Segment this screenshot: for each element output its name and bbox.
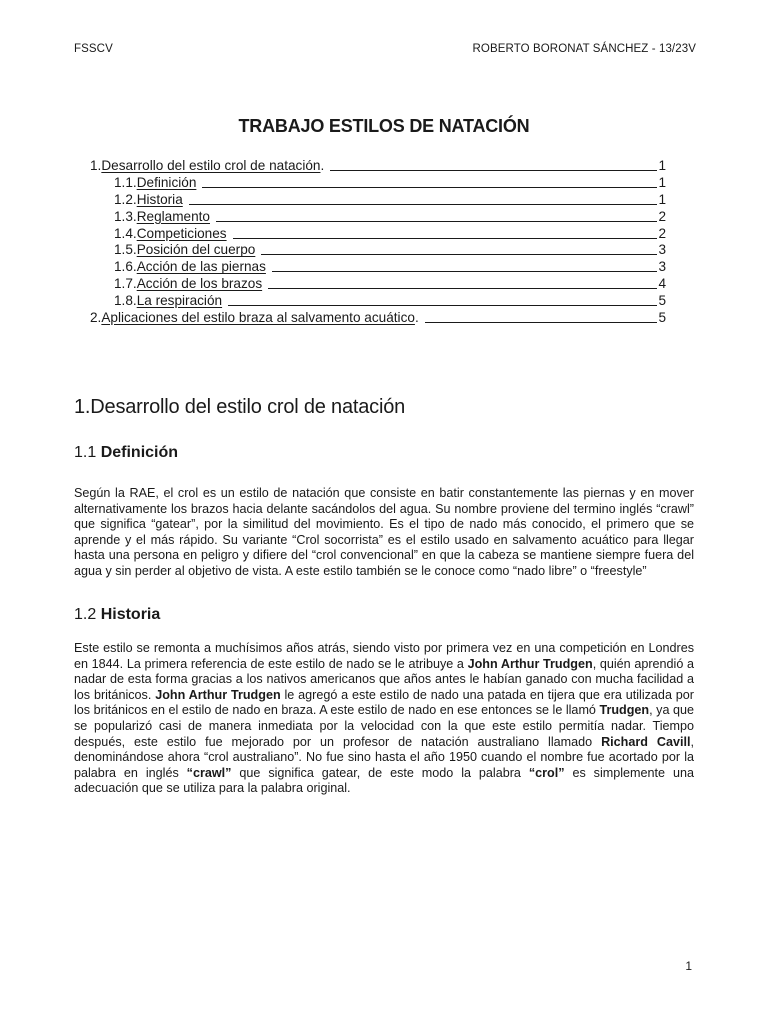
toc-entry-link[interactable]: Definición [136, 174, 197, 190]
subsection-title: Definición [100, 444, 179, 461]
bold-term: John Arthur Trudgen [467, 656, 593, 671]
toc-entry-link[interactable]: Acción de los brazos [136, 276, 263, 292]
paragraph-historia [74, 641, 694, 797]
toc-entry-page: 2 [658, 208, 666, 224]
toc-entry[interactable] [90, 209, 666, 226]
toc-entry-page: 1 [658, 191, 666, 207]
paragraph-definicion: Según la RAE, el crol es un estilo de natación que consiste en batir constantemente las piernas y en mover alternativamente los brazos hacia delante sacándolos del agua. Su nombre proviene del termino inglés “crawl” que significa “gatear”, por la similitud del movimiento. Es el tipo de nado más conocido, el primero que se aprende y el más rápido. Su variante “Crol socorrista” es el estilo usado en salvamento acuático para llegar hasta una persona en peligro y difiere del “crol convencional” en que la cabeza se mantiene siempre fuera del agua y sin perder al objetivo de vista. A este estilo también se le conoce como “nado libre” o “freestyle” [74, 486, 694, 578]
toc-entry-link[interactable]: La respiración [136, 293, 223, 309]
toc-entry-page: 5 [658, 293, 666, 309]
subsection-title: Historia [100, 606, 161, 623]
toc-entry-number: 1.4. [114, 225, 137, 241]
subsection-number: 1.2 [74, 606, 97, 623]
subsection-heading-historia [74, 606, 160, 624]
toc-entry[interactable] [90, 242, 666, 259]
toc-entry-number: 1.5. [114, 242, 137, 258]
toc-entry-number: 1.2. [114, 191, 137, 207]
toc-entry-link[interactable]: Desarrollo del estilo crol de natación [101, 158, 321, 173]
text-run: , denominándose ahora “crol australiano”. No fue sino hasta el año 1950 cuando el nombre fue acortado por la palabra en inglés [74, 734, 694, 780]
toc-entry[interactable] [90, 276, 666, 293]
toc-entry-link[interactable]: Historia [136, 191, 183, 207]
toc-entry-page: 5 [658, 310, 666, 326]
text-run: , quién aprendió a nadar de esta forma gracias a los nativos americanos que años antes le habían ganado con mucha facilidad a los británicos. [74, 656, 694, 702]
bold-term: “crawl” [186, 765, 232, 780]
text-run: que significa gatear, de este modo la palabra [231, 765, 529, 780]
toc-entry-link[interactable]: Acción de las piernas [136, 259, 266, 275]
header-right: ROBERTO BORONAT SÁNCHEZ - 13/23V [472, 43, 696, 55]
toc-leader-line [228, 305, 657, 306]
text-run: es simplemente una adecuación que se utiliza para la palabra original. [74, 765, 694, 796]
toc-entry-number: 1. [90, 158, 102, 173]
document-title: TRABAJO ESTILOS DE NATACIÓN [238, 116, 530, 136]
toc-entry-number: 1.7. [114, 276, 137, 292]
toc-entry[interactable] [90, 259, 666, 276]
section-heading: 1.Desarrollo del estilo crol de natación [74, 396, 406, 418]
toc-leader-line [261, 254, 657, 255]
text-run: le agregó a este estilo de nado una patada en tijera que era utilizada por los británicos en el estilo de nado en braza. A este estilo de nado en ese entonces se le llamó [74, 687, 694, 718]
toc-entry[interactable] [90, 226, 666, 243]
toc-leader-line [272, 271, 658, 272]
toc-entry-link[interactable]: Reglamento [136, 208, 210, 224]
toc-entry-page: 1 [658, 158, 666, 173]
toc-leader-line [330, 170, 657, 171]
toc-entry-suffix: . [414, 310, 419, 326]
toc-entry[interactable] [90, 158, 666, 175]
toc-leader-line [233, 238, 658, 239]
toc-leader-line [216, 221, 657, 222]
text-run: Este estilo se remonta a muchísimos años atrás, siendo visto por primera vez en una competición en Londres en 1844. La primera referencia de este estilo de nado se le atribuye a [74, 641, 694, 671]
toc-leader-line [268, 288, 657, 289]
toc-entry-link[interactable]: Aplicaciones del estilo braza al salvamento acuático [101, 310, 415, 326]
subsection-number: 1.1 [74, 444, 97, 461]
page-number: 1 [685, 959, 692, 973]
subsection-heading-definicion [74, 444, 178, 462]
toc-leader-line [425, 322, 658, 323]
toc-entry-number: 1.3. [114, 208, 137, 224]
toc-entry[interactable] [90, 192, 666, 209]
toc-entry[interactable] [90, 293, 666, 310]
toc-entry-number: 1.6. [114, 259, 137, 275]
toc-entry-page: 3 [658, 242, 666, 258]
toc-entry-number: 2. [90, 310, 102, 326]
toc-entry-number: 1.8. [114, 293, 137, 309]
bold-term: “crol” [528, 765, 565, 780]
bold-term: Trudgen [599, 703, 650, 718]
toc-entry-link[interactable]: Competiciones [136, 225, 227, 241]
text-run: , ya que se popularizó casi de manera inmediata por la velocidad con la que este estilo permitía nadar. Tiempo después, este estilo fue mejorado por un profesor de natación australiano llamado [74, 703, 694, 749]
toc-leader-line [202, 187, 657, 188]
toc-entry[interactable] [90, 175, 666, 192]
toc-entry-page: 2 [658, 225, 666, 241]
toc-entry-page: 3 [658, 259, 666, 275]
toc-entry-number: 1.1. [114, 174, 137, 190]
toc-entry-suffix: . [320, 158, 325, 173]
table-of-contents [90, 158, 666, 327]
bold-term: John Arthur Trudgen [155, 687, 281, 702]
toc-entry-page: 1 [658, 174, 666, 190]
bold-term: Richard Cavill [601, 734, 691, 749]
header-left: FSSCV [74, 43, 113, 55]
toc-leader-line [189, 204, 658, 205]
toc-entry-link[interactable]: Posición del cuerpo [136, 242, 256, 258]
toc-entry-page: 4 [658, 276, 666, 292]
toc-entry[interactable] [90, 310, 666, 327]
